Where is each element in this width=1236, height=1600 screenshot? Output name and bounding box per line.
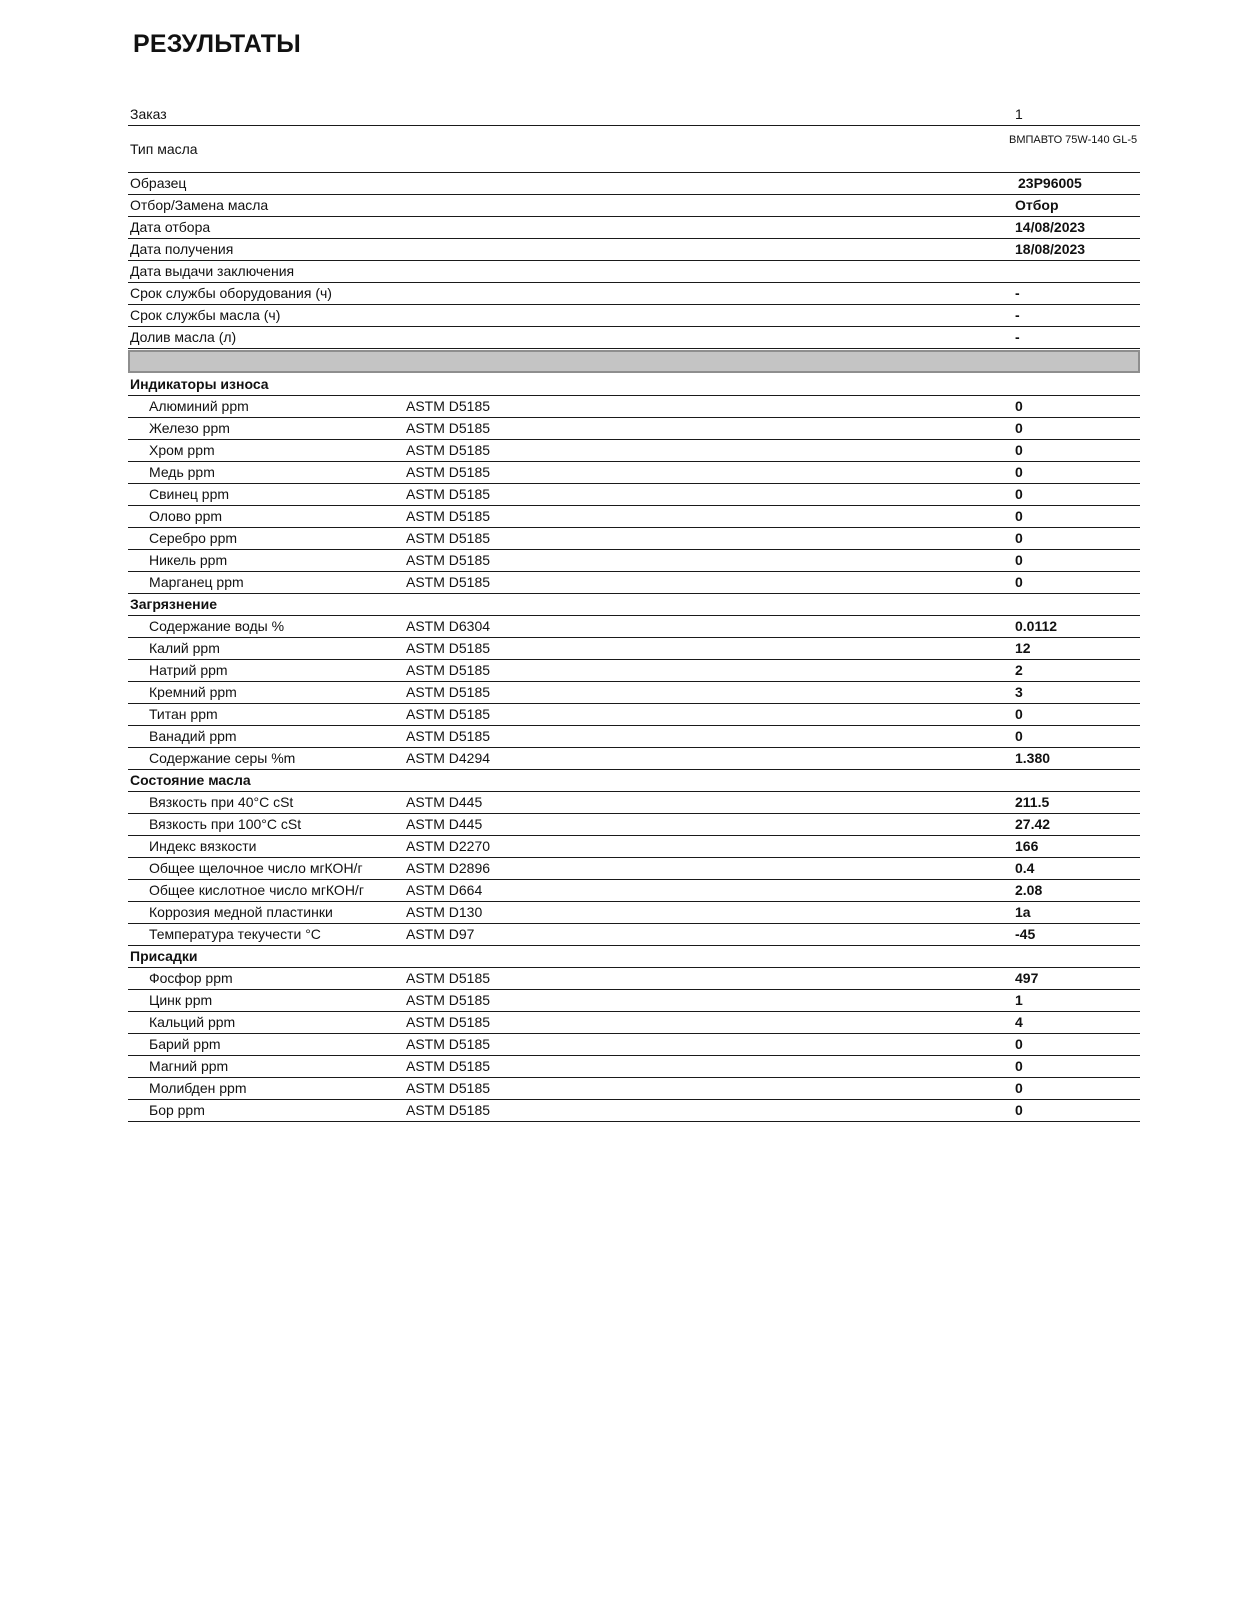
parameter-name: Марганец ppm bbox=[149, 574, 244, 590]
test-method: ASTM D5185 bbox=[406, 1058, 491, 1074]
result-row bbox=[128, 902, 1140, 924]
result-row bbox=[128, 528, 1140, 550]
result-value: 0 bbox=[1015, 464, 1023, 480]
result-value: 12 bbox=[1015, 640, 1031, 656]
section-header bbox=[128, 770, 1140, 792]
result-value: 0 bbox=[1015, 1058, 1023, 1074]
parameter-name: Магний ppm bbox=[149, 1058, 229, 1074]
parameter-name: Медь ppm bbox=[149, 464, 215, 480]
parameter-name: Индекс вязкости bbox=[149, 838, 257, 854]
result-value: -45 bbox=[1015, 926, 1036, 942]
test-method: ASTM D5185 bbox=[406, 530, 491, 546]
test-method: ASTM D5185 bbox=[406, 1014, 491, 1030]
result-value: 0.4 bbox=[1015, 860, 1035, 876]
parameter-name: Никель ppm bbox=[149, 552, 228, 568]
test-method: ASTM D2896 bbox=[406, 860, 491, 876]
test-method: ASTM D5185 bbox=[406, 1036, 491, 1052]
parameter-name: Хром ppm bbox=[149, 442, 215, 458]
parameter-name: Алюминий ppm bbox=[149, 398, 249, 414]
result-value: 0 bbox=[1015, 1102, 1023, 1118]
result-row bbox=[128, 506, 1140, 528]
result-value: 0 bbox=[1015, 728, 1023, 744]
parameter-name: Барий ppm bbox=[149, 1036, 221, 1052]
test-method: ASTM D5185 bbox=[406, 684, 491, 700]
info-value: 14/08/2023 bbox=[1015, 219, 1086, 235]
section-header bbox=[128, 594, 1140, 616]
result-row bbox=[128, 462, 1140, 484]
test-method: ASTM D5185 bbox=[406, 1080, 491, 1096]
result-row bbox=[128, 1078, 1140, 1100]
info-row bbox=[128, 217, 1140, 239]
test-method: ASTM D5185 bbox=[406, 508, 491, 524]
result-row bbox=[128, 726, 1140, 748]
result-value: 0 bbox=[1015, 442, 1023, 458]
result-row bbox=[128, 396, 1140, 418]
test-method: ASTM D2270 bbox=[406, 838, 491, 854]
parameter-name: Кальций ppm bbox=[149, 1014, 236, 1030]
section-header bbox=[128, 946, 1140, 968]
result-value: 0 bbox=[1015, 420, 1023, 436]
test-method: ASTM D5185 bbox=[406, 574, 491, 590]
test-method: ASTM D5185 bbox=[406, 970, 491, 986]
info-value: Отбор bbox=[1015, 197, 1059, 213]
result-value: 0.0112 bbox=[1015, 618, 1058, 634]
test-method: ASTM D130 bbox=[406, 904, 483, 920]
result-value: 0 bbox=[1015, 706, 1023, 722]
result-value: 0 bbox=[1015, 398, 1023, 414]
parameter-name: Вязкость при 100°C cSt bbox=[149, 816, 302, 832]
test-method: ASTM D5185 bbox=[406, 552, 491, 568]
parameter-name: Титан ppm bbox=[149, 706, 218, 722]
info-label: Дата получения bbox=[130, 241, 234, 257]
test-method: ASTM D5185 bbox=[406, 640, 491, 656]
info-label: Срок службы масла (ч) bbox=[130, 307, 281, 323]
result-row bbox=[128, 880, 1140, 902]
result-value: 1 bbox=[1015, 992, 1023, 1008]
result-row bbox=[128, 572, 1140, 594]
parameter-name: Температура текучести °C bbox=[149, 926, 321, 942]
page-title: РЕЗУЛЬТАТЫ bbox=[133, 30, 301, 58]
info-row bbox=[128, 239, 1140, 261]
test-method: ASTM D5185 bbox=[406, 420, 491, 436]
info-value: 1 bbox=[1015, 106, 1023, 122]
parameter-name: Вязкость при 40°C cSt bbox=[149, 794, 294, 810]
info-row bbox=[128, 261, 1140, 283]
result-row bbox=[128, 616, 1140, 638]
result-row bbox=[128, 1034, 1140, 1056]
info-row bbox=[128, 305, 1140, 327]
results-sections bbox=[128, 374, 1140, 1122]
parameter-name: Содержание серы %m bbox=[149, 750, 296, 766]
result-value: 0 bbox=[1015, 508, 1023, 524]
result-value: 0 bbox=[1015, 530, 1023, 546]
result-value: 497 bbox=[1015, 970, 1039, 986]
test-method: ASTM D5185 bbox=[406, 662, 491, 678]
info-value: ВМПАВТО 75W-140 GL-5 bbox=[1009, 134, 1138, 146]
test-method: ASTM D5185 bbox=[406, 398, 491, 414]
sample-info bbox=[128, 104, 1140, 349]
parameter-name: Свинец ppm bbox=[149, 486, 230, 502]
info-row bbox=[128, 327, 1140, 349]
parameter-name: Общее кислотное число мгКОН/г bbox=[149, 882, 364, 898]
info-label: Дата отбора bbox=[130, 219, 211, 235]
parameter-name: Цинк ppm bbox=[149, 992, 213, 1008]
result-row bbox=[128, 990, 1140, 1012]
section-title: Присадки bbox=[130, 948, 198, 964]
test-method: ASTM D4294 bbox=[406, 750, 491, 766]
section-title: Состояние масла bbox=[130, 772, 251, 788]
test-method: ASTM D5185 bbox=[406, 1102, 491, 1118]
info-value: - bbox=[1015, 307, 1020, 323]
info-label: Тип масла bbox=[130, 141, 198, 157]
info-row bbox=[128, 126, 1140, 173]
parameter-name: Серебро ppm bbox=[149, 530, 238, 546]
parameter-name: Кремний ppm bbox=[149, 684, 237, 700]
result-value: 2 bbox=[1015, 662, 1023, 678]
parameter-name: Фосфор ppm bbox=[149, 970, 233, 986]
result-row bbox=[128, 704, 1140, 726]
info-label: Образец bbox=[130, 175, 187, 191]
result-row bbox=[128, 682, 1140, 704]
results-table bbox=[128, 104, 1140, 1122]
info-value: - bbox=[1015, 329, 1020, 345]
info-label: Заказ bbox=[130, 106, 167, 122]
section-title: Индикаторы износа bbox=[130, 376, 269, 392]
result-value: 211.5 bbox=[1015, 794, 1050, 810]
test-method: ASTM D445 bbox=[406, 794, 483, 810]
result-row bbox=[128, 814, 1140, 836]
info-label: Долив масла (л) bbox=[130, 329, 237, 345]
info-value: 18/08/2023 bbox=[1015, 241, 1086, 257]
result-row bbox=[128, 638, 1140, 660]
test-method: ASTM D5185 bbox=[406, 992, 491, 1008]
parameter-name: Молибден ppm bbox=[149, 1080, 247, 1096]
parameter-name: Общее щелочное число мгКОН/г bbox=[149, 860, 363, 876]
section-title: Загрязнение bbox=[130, 596, 217, 612]
result-row bbox=[128, 1056, 1140, 1078]
result-value: 166 bbox=[1015, 838, 1039, 854]
test-method: ASTM D5185 bbox=[406, 486, 491, 502]
result-row bbox=[128, 1100, 1140, 1122]
result-row bbox=[128, 484, 1140, 506]
result-row bbox=[128, 968, 1140, 990]
result-value: 2.08 bbox=[1015, 882, 1043, 898]
test-method: ASTM D5185 bbox=[406, 728, 491, 744]
info-row bbox=[128, 195, 1140, 217]
result-value: 1a bbox=[1015, 904, 1031, 920]
parameter-name: Содержание воды % bbox=[149, 618, 285, 634]
info-row bbox=[128, 104, 1140, 126]
test-method: ASTM D6304 bbox=[406, 618, 491, 634]
section-header bbox=[128, 374, 1140, 396]
info-label: Дата выдачи заключения bbox=[130, 263, 295, 279]
test-method: ASTM D5185 bbox=[406, 464, 491, 480]
info-label: Отбор/Замена масла bbox=[130, 197, 269, 213]
info-row bbox=[128, 173, 1140, 195]
parameter-name: Натрий ppm bbox=[149, 662, 228, 678]
test-method: ASTM D97 bbox=[406, 926, 475, 942]
separator-band bbox=[128, 350, 1140, 373]
info-row bbox=[128, 283, 1140, 305]
result-value: 1.380 bbox=[1015, 750, 1051, 766]
result-row bbox=[128, 792, 1140, 814]
parameter-name: Бор ppm bbox=[149, 1102, 205, 1118]
test-method: ASTM D5185 bbox=[406, 442, 491, 458]
test-method: ASTM D5185 bbox=[406, 706, 491, 722]
parameter-name: Железо ppm bbox=[149, 420, 230, 436]
result-row bbox=[128, 418, 1140, 440]
result-row bbox=[128, 858, 1140, 880]
parameter-name: Олово ppm bbox=[149, 508, 223, 524]
parameter-name: Калий ppm bbox=[149, 640, 220, 656]
result-value: 3 bbox=[1015, 684, 1023, 700]
test-method: ASTM D664 bbox=[406, 882, 483, 898]
info-value: - bbox=[1015, 285, 1020, 301]
result-row bbox=[128, 836, 1140, 858]
result-value: 27.42 bbox=[1015, 816, 1051, 832]
result-value: 0 bbox=[1015, 1080, 1023, 1096]
result-row bbox=[128, 440, 1140, 462]
result-row bbox=[128, 660, 1140, 682]
result-value: 0 bbox=[1015, 1036, 1023, 1052]
result-value: 0 bbox=[1015, 486, 1023, 502]
parameter-name: Коррозия медной пластинки bbox=[149, 904, 333, 920]
result-row bbox=[128, 924, 1140, 946]
result-value: 4 bbox=[1015, 1014, 1023, 1030]
result-value: 0 bbox=[1015, 574, 1023, 590]
test-method: ASTM D445 bbox=[406, 816, 483, 832]
result-value: 0 bbox=[1015, 552, 1023, 568]
result-row bbox=[128, 748, 1140, 770]
parameter-name: Ванадий ppm bbox=[149, 728, 237, 744]
info-value: 23P96005 bbox=[1018, 175, 1082, 191]
result-row bbox=[128, 550, 1140, 572]
info-label: Срок службы оборудования (ч) bbox=[130, 285, 332, 301]
result-row bbox=[128, 1012, 1140, 1034]
